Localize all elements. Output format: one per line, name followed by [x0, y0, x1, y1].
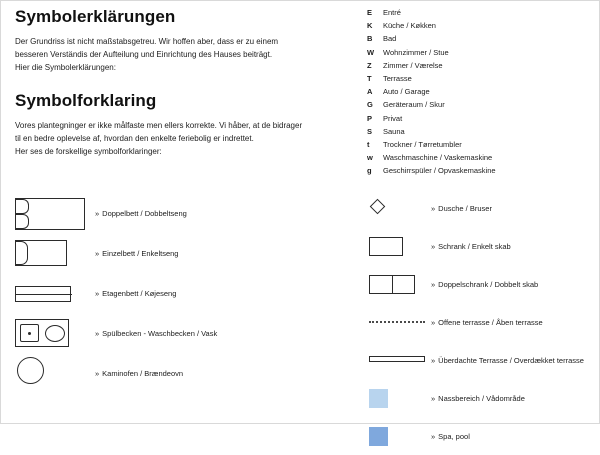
- arrow-icon: »: [431, 241, 436, 251]
- abbreviation-value: Privat: [383, 113, 403, 123]
- legend-label: [95, 369, 183, 378]
- abbreviation-row: [367, 62, 587, 75]
- legend-label: [95, 329, 217, 338]
- left-text-column: [15, 7, 345, 159]
- shower-diamond-icon: [367, 193, 423, 223]
- intro-de-line3: Hier die Symbolerklärungen:: [15, 62, 116, 72]
- abbreviation-row: [367, 22, 587, 35]
- legend-label-text: Dusche / Bruser: [438, 203, 492, 213]
- legend-item-covered-terrace: [367, 341, 592, 379]
- legend-label: [431, 280, 538, 289]
- page-title-de: Symbolerklärungen: [15, 7, 176, 26]
- stove-icon: [15, 356, 85, 390]
- intro-dk-line1: Vores plantegninger er ikke målfaste men ellers korrekte. Vi håber, at de bidrager: [15, 120, 303, 130]
- arrow-icon: »: [431, 393, 436, 403]
- abbreviation-key: w: [367, 153, 373, 163]
- sink-washbasin-icon: [15, 316, 85, 350]
- abbreviation-value: Terrasse: [383, 73, 412, 83]
- legend-label: [431, 204, 492, 213]
- abbreviation-value: Waschmaschine / Vaskemaskine: [383, 153, 493, 163]
- abbreviation-value: Auto / Garage: [383, 87, 430, 97]
- intro-de-line2: besseren Verständis der Aufteilung und Einrichtung des Hauses beiträgt.: [15, 49, 273, 59]
- abbreviation-row: [367, 128, 587, 141]
- legend-label-text: Doppelschrank / Dobbelt skab: [438, 279, 539, 289]
- arrow-icon: »: [431, 355, 436, 365]
- abbreviation-list: [367, 9, 587, 180]
- wardrobe-double-icon: [367, 269, 423, 299]
- arrow-icon: »: [431, 203, 436, 213]
- double-bed-icon: [15, 196, 85, 230]
- wet-area-swatch-icon: [367, 383, 423, 413]
- abbreviation-key: Z: [367, 60, 372, 70]
- legend-label-text: Kaminofen / Brændeovn: [102, 368, 184, 378]
- abbreviation-value: Geschirrspüler / Opvaskemaskine: [383, 166, 496, 176]
- arrow-icon: »: [95, 208, 100, 218]
- arrow-icon: »: [95, 288, 100, 298]
- single-bed-icon: [15, 236, 85, 270]
- legend-label: [95, 249, 178, 258]
- legend-label-text: Einzelbett / Enkeltseng: [102, 248, 179, 258]
- abbreviation-key: K: [367, 21, 373, 31]
- abbreviation-key: t: [367, 139, 370, 149]
- arrow-icon: »: [95, 248, 100, 258]
- abbreviation-value: Küche / Køkken: [383, 21, 436, 31]
- legend-label-text: Nassbereich / Vådområde: [438, 393, 525, 403]
- legend-item-single-bed: [15, 233, 345, 273]
- legend-label: [431, 394, 525, 403]
- intro-de: [15, 36, 327, 75]
- legend-item-sink: [15, 313, 345, 353]
- abbreviation-row: [367, 101, 587, 114]
- abbreviation-key: P: [367, 113, 373, 123]
- legend-label-text: Spülbecken - Waschbecken / Vask: [102, 328, 218, 338]
- legend-item-wardrobe-double: [367, 265, 592, 303]
- abbreviation-value: Geräteraum / Skur: [383, 100, 445, 110]
- left-legend-list: [15, 193, 345, 393]
- legend-label-text: Etagenbett / Køjeseng: [102, 288, 177, 298]
- legend-label-text: Spa, pool: [438, 431, 470, 441]
- abbreviation-value: Sauna: [383, 126, 405, 136]
- abbreviation-key: A: [367, 87, 373, 97]
- legend-label-text: Überdachte Terrasse / Overdækket terrasse: [438, 355, 584, 365]
- legend-item-bunk-bed: [15, 273, 345, 313]
- legend-item-stove: [15, 353, 345, 393]
- abbreviation-key: S: [367, 126, 373, 136]
- abbreviation-value: Trockner / Tørretumbler: [383, 139, 462, 149]
- page-title-dk: Symbolforklaring: [15, 90, 157, 110]
- abbreviation-key: W: [367, 47, 375, 57]
- right-legend-list: [367, 189, 592, 455]
- abbreviation-row: [367, 167, 587, 180]
- abbreviation-row: [367, 49, 587, 62]
- abbreviation-value: Entré: [383, 8, 401, 17]
- arrow-icon: »: [431, 431, 436, 441]
- abbreviation-key: g: [367, 166, 372, 176]
- abbreviation-value: Zimmer / Værelse: [383, 60, 443, 70]
- abbreviation-key: E: [367, 8, 373, 17]
- abbreviation-row: [367, 35, 587, 48]
- legend-item-spa-pool: [367, 417, 592, 455]
- legend-label: [431, 356, 584, 365]
- arrow-icon: »: [431, 279, 436, 289]
- legend-label: [431, 432, 470, 441]
- open-terrace-dotted-icon: [367, 307, 423, 337]
- intro-de-line1: Der Grundriss ist nicht maßstabsgetreu. Wir hoffen aber, dass er zu einem: [15, 37, 279, 46]
- covered-terrace-icon: [367, 345, 423, 375]
- legend-item-wardrobe-single: [367, 227, 592, 265]
- arrow-icon: »: [431, 317, 436, 327]
- legend-item-double-bed: [15, 193, 345, 233]
- intro-dk-line3: Her ses de forskellige symbolforklaringer:: [15, 146, 162, 156]
- legend-label-text: Doppelbett / Dobbeltseng: [102, 208, 187, 218]
- spa-pool-swatch-icon: [367, 421, 423, 451]
- abbreviation-row: [367, 115, 587, 128]
- abbreviation-value: Bad: [383, 34, 397, 44]
- abbreviation-key: T: [367, 73, 372, 83]
- abbreviation-key: G: [367, 100, 373, 110]
- arrow-icon: »: [95, 328, 100, 338]
- wardrobe-single-icon: [367, 231, 423, 261]
- abbreviation-value: Wohnzimmer / Stue: [383, 47, 449, 57]
- legend-label-text: Schrank / Enkelt skab: [438, 241, 511, 251]
- legend-label: [431, 318, 543, 327]
- bunk-bed-icon: [15, 276, 85, 310]
- legend-label: [431, 242, 511, 251]
- legend-item-open-terrace: [367, 303, 592, 341]
- legend-item-shower: [367, 189, 592, 227]
- abbreviation-key: B: [367, 34, 373, 44]
- legend-label: [95, 289, 176, 298]
- intro-dk: [15, 120, 327, 159]
- legend-item-wet-area: [367, 379, 592, 417]
- intro-dk-line2: til en bedre oplevelse af, hvordan den enkelte feriebolig er indrettet.: [15, 133, 254, 143]
- legend-label-text: Offene terrasse / Åben terrasse: [438, 317, 543, 327]
- legend-label: [95, 209, 187, 218]
- arrow-icon: »: [95, 368, 100, 378]
